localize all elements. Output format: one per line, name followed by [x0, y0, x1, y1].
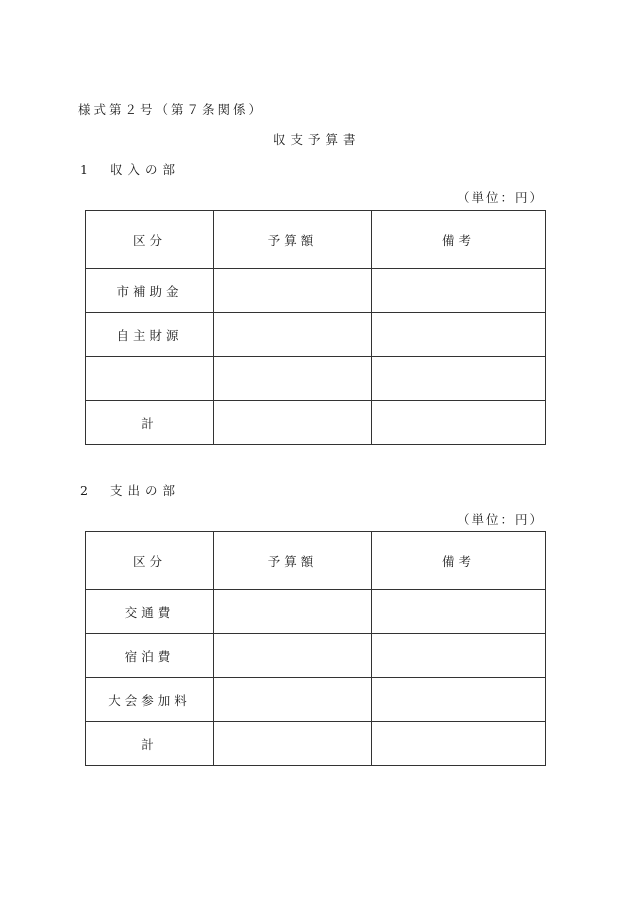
expense-section-number: 2 — [80, 483, 88, 498]
form-label: 様式第２号（第７条関係） — [78, 102, 265, 117]
total-amount-cell[interactable] — [214, 401, 372, 445]
category-cell: 大会参加料 — [86, 678, 214, 722]
expense-header-row — [86, 532, 546, 590]
header-budget-amount: 予算額 — [214, 532, 372, 590]
total-label-cell: 計 — [86, 401, 214, 445]
income-section-number: 1 — [80, 162, 88, 177]
total-row — [86, 401, 546, 445]
remarks-cell[interactable] — [372, 357, 546, 401]
table-row — [86, 313, 546, 357]
remarks-cell[interactable] — [372, 634, 546, 678]
table-row — [86, 634, 546, 678]
income-section-heading — [80, 160, 180, 178]
total-row — [86, 722, 546, 766]
header-category: 区分 — [86, 211, 214, 269]
expense-unit-label: （単位：円） — [456, 512, 544, 527]
expense-table — [85, 531, 546, 766]
category-cell: 宿泊費 — [86, 634, 214, 678]
expense-section-heading — [80, 481, 180, 499]
total-amount-cell[interactable] — [214, 722, 372, 766]
remarks-cell[interactable] — [372, 269, 546, 313]
income-header-row — [86, 211, 546, 269]
header-remarks: 備考 — [372, 211, 546, 269]
income-section-title: 収入の部 — [110, 162, 181, 177]
expense-section-title: 支出の部 — [110, 483, 181, 498]
header-category: 区分 — [86, 532, 214, 590]
budget-amount-cell[interactable] — [214, 634, 372, 678]
table-row — [86, 357, 546, 401]
remarks-cell[interactable] — [372, 313, 546, 357]
budget-amount-cell[interactable] — [214, 313, 372, 357]
remarks-cell[interactable] — [372, 401, 546, 445]
income-table — [85, 210, 546, 445]
income-unit-label: （単位：円） — [456, 190, 544, 205]
table-row — [86, 590, 546, 634]
budget-amount-cell[interactable] — [214, 590, 372, 634]
category-cell: 交通費 — [86, 590, 214, 634]
category-cell: 市補助金 — [86, 269, 214, 313]
table-row — [86, 269, 546, 313]
budget-amount-cell[interactable] — [214, 357, 372, 401]
header-budget-amount: 予算額 — [214, 211, 372, 269]
budget-amount-cell[interactable] — [214, 678, 372, 722]
total-label-cell: 計 — [86, 722, 214, 766]
remarks-cell[interactable] — [372, 590, 546, 634]
budget-amount-cell[interactable] — [214, 269, 372, 313]
category-cell: 自主財源 — [86, 313, 214, 357]
table-row — [86, 678, 546, 722]
category-cell[interactable] — [86, 357, 214, 401]
remarks-cell[interactable] — [372, 678, 546, 722]
document-title: 収支予算書 — [273, 132, 361, 147]
header-remarks: 備考 — [372, 532, 546, 590]
remarks-cell[interactable] — [372, 722, 546, 766]
